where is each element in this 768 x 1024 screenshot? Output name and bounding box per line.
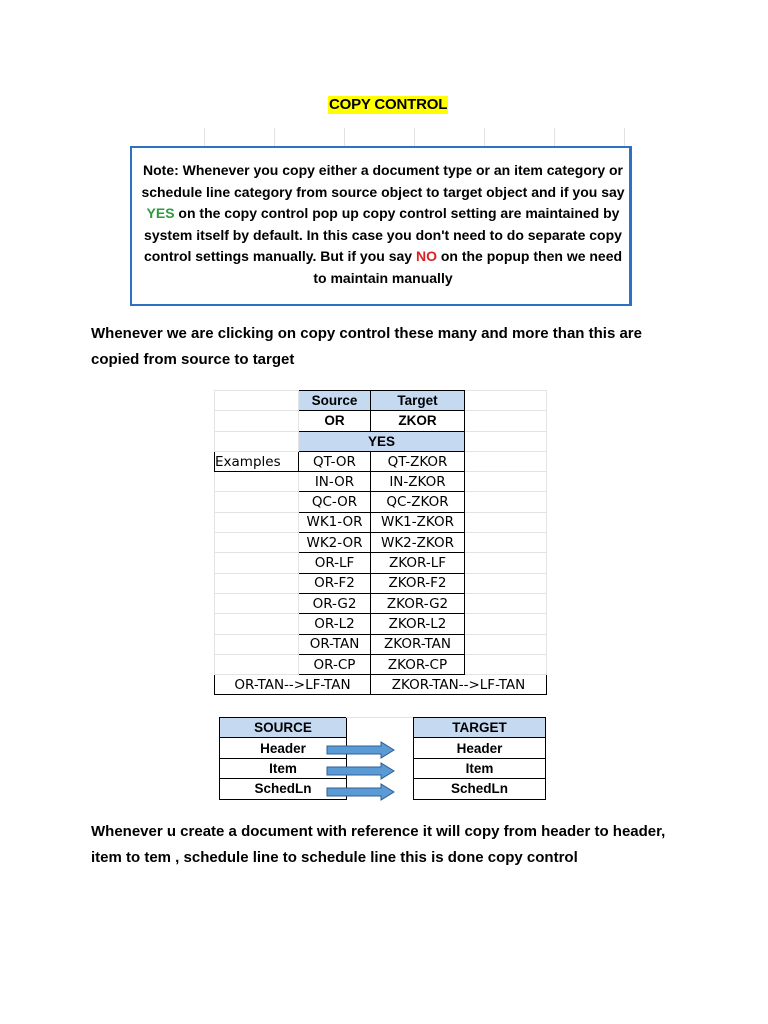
target-cell: ZKOR-G2 [371,593,465,613]
intro-paragraph: Whenever we are clicking on copy control these many and more than this are copied from source to target [91,325,642,368]
source-cell: OR-L2 [299,614,371,634]
table-row [215,451,547,471]
table-row [215,553,547,573]
outro-paragraph: Whenever u create a document with reference it will copy from header to header, item to tem , schedule line to schedule line this is done copy control [91,823,666,866]
item-arrow-icon [326,762,396,780]
target-cell: ZKOR-LF [371,553,465,573]
yes-label: YES [299,431,465,451]
source-cell: OR-TAN [299,634,371,654]
empty-cell [465,431,547,451]
empty-cell [465,411,547,431]
target-cell: QC-ZKOR [371,492,465,512]
examples-label: Examples [215,451,299,471]
empty-cell [215,614,299,634]
gridline [346,717,413,738]
schedln-arrow-icon [326,783,396,801]
source-cell: OR-G2 [299,593,371,613]
empty-cell [465,593,547,613]
table-row [215,634,547,654]
target-cell: ZKOR-TAN [371,634,465,654]
table-row [215,593,547,613]
table-row [220,718,347,738]
source-cell: OR-F2 [299,573,371,593]
source-cell: WK2-OR [299,533,371,553]
table-row [215,675,547,695]
empty-cell [215,654,299,674]
source-item: SchedLn [220,779,347,799]
target-cell: ZKOR-L2 [371,614,465,634]
source-doc-type: OR [299,411,371,431]
empty-cell [215,431,299,451]
empty-cell [215,533,299,553]
target-cell: WK2-ZKOR [371,533,465,553]
source-cell: OR-CP [299,654,371,674]
table-row [414,718,546,738]
empty-cell [215,593,299,613]
empty-cell [465,512,547,532]
source-cell: WK1-OR [299,512,371,532]
empty-cell [465,654,547,674]
table-row [215,492,547,512]
table-row [215,411,547,431]
target-doc-type: ZKOR [371,411,465,431]
note-box [130,146,632,306]
empty-cell [465,614,547,634]
empty-cell [465,472,547,492]
note-text-part: Note: Whenever you copy either a document type or an item category or schedule line category from source object to target object and if you say [141,162,625,200]
table-row [215,472,547,492]
note-text-part: on the copy control pop up copy control setting are maintained by system itself by default. In this case you don't need to do separate copy control settings manually. But if you say [143,205,622,265]
source-item: Item [220,758,347,778]
page-title: COPY CONTROL [329,96,448,113]
source-cell: OR-LF [299,553,371,573]
source-item: Header [220,738,347,758]
target-cell: QT-ZKOR [371,451,465,471]
target-cell: ZKOR-CP [371,654,465,674]
target-cell: WK1-ZKOR [371,512,465,532]
table-row [215,431,547,451]
target-item: SchedLn [414,779,546,799]
source-table-header: SOURCE [220,718,347,738]
table-row [215,614,547,634]
empty-cell [465,634,547,654]
empty-cell [215,391,299,411]
empty-cell [215,492,299,512]
target-table [413,717,546,800]
no-highlight: NO [415,248,437,265]
empty-cell [465,391,547,411]
empty-cell [215,573,299,593]
note-text-part: on the popup then we need to maintain manually [313,248,623,286]
header-arrow-icon [326,741,396,759]
empty-cell [465,492,547,512]
target-header: Target [371,391,465,411]
empty-cell [465,533,547,553]
table-row [414,738,546,758]
table-row [215,654,547,674]
table-row [215,512,547,532]
empty-cell [465,573,547,593]
target-cell: ZKOR-F2 [371,573,465,593]
source-cell: OR-TAN-->LF-TAN [215,675,371,695]
empty-cell [465,451,547,471]
target-cell: ZKOR-TAN-->LF-TAN [371,675,547,695]
source-header: Source [299,391,371,411]
empty-cell [215,512,299,532]
empty-cell [465,553,547,573]
table-row [215,573,547,593]
note-text [140,160,626,290]
empty-cell [215,472,299,492]
target-table-header: TARGET [414,718,546,738]
sheet-gridlines [130,128,635,148]
empty-cell [215,553,299,573]
table-row [215,391,547,411]
table-row [414,779,546,799]
table-row [215,533,547,553]
empty-cell [215,634,299,654]
source-cell: QC-OR [299,492,371,512]
empty-cell [215,411,299,431]
yes-highlight: YES [146,205,175,222]
source-cell: IN-OR [299,472,371,492]
target-item: Item [414,758,546,778]
target-item: Header [414,738,546,758]
table-row [414,758,546,778]
copy-control-table [214,390,547,695]
target-cell: IN-ZKOR [371,472,465,492]
source-cell: QT-OR [299,451,371,471]
